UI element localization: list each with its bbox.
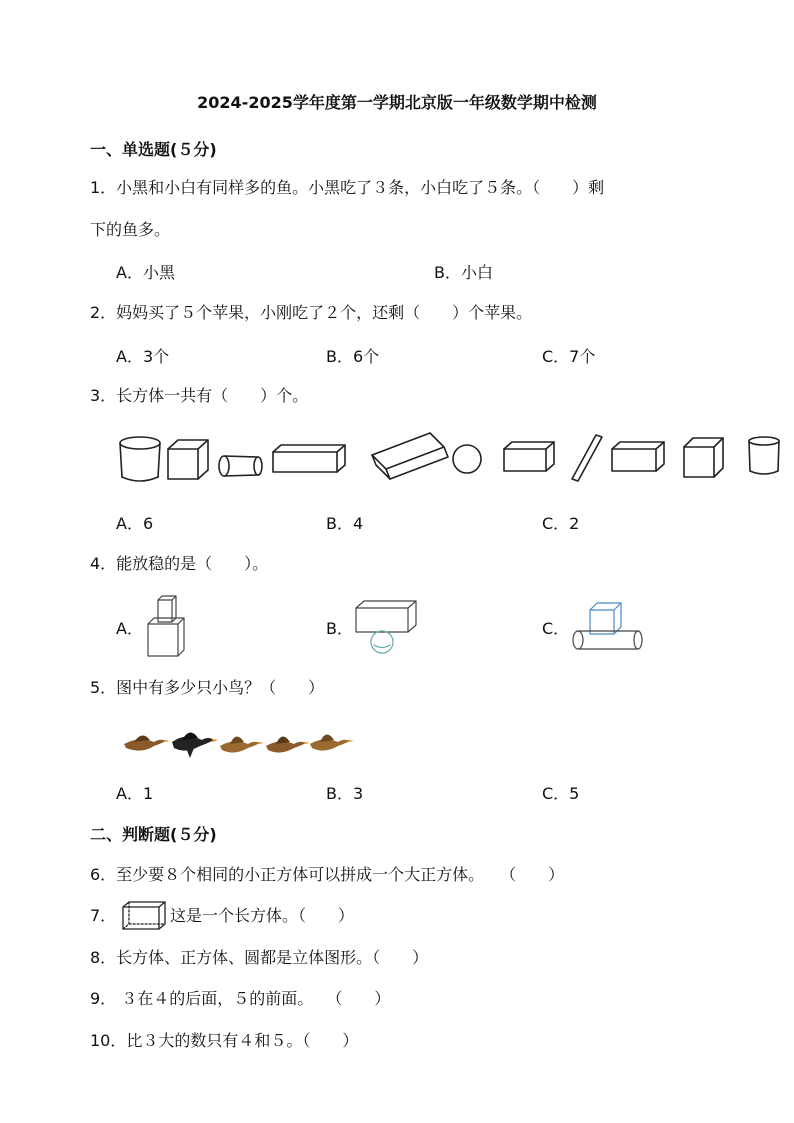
solid-shapes-figure <box>110 425 790 495</box>
question-7-number: 7． <box>90 906 117 925</box>
block-on-ball-figure-b <box>350 598 422 656</box>
cuboid-shape-1 <box>273 445 345 472</box>
short-cylinder-shape <box>749 437 779 474</box>
q5-option-c[interactable]: C．5 <box>542 784 580 803</box>
thin-cylinder-shape <box>572 435 602 481</box>
q4-option-a[interactable]: A． <box>116 619 143 638</box>
cuboid-shape-3 <box>612 442 664 471</box>
q3-option-b[interactable]: B．4 <box>326 514 364 533</box>
question-4: 4．能放稳的是（ ）。 <box>90 554 269 573</box>
bird-4 <box>266 736 310 752</box>
q3-option-a[interactable]: A．6 <box>116 514 154 533</box>
page-title: 2024-2025学年度第一学期北京版一年级数学期中检测 <box>197 93 597 112</box>
q4-option-b[interactable]: B． <box>326 619 353 638</box>
cube-shape-1 <box>168 440 208 479</box>
stacked-blocks-figure-a <box>142 594 192 660</box>
question-5: 5．图中有多少只小鸟？（ ） <box>90 678 325 697</box>
cuboid-figure-q7 <box>120 899 168 933</box>
q2-option-b[interactable]: B．6个 <box>326 347 380 366</box>
cube-on-cylinder-figure-c <box>570 598 646 656</box>
cylinder-shape <box>120 437 160 481</box>
q1-option-a[interactable]: A．小黑 <box>116 263 175 282</box>
question-7-text: 这是一个长方体。（ ） <box>170 906 355 925</box>
tilted-cuboid-shape <box>372 433 448 479</box>
q3-option-c[interactable]: C．2 <box>542 514 580 533</box>
question-10: 10．比３大的数只有４和５。（ ） <box>90 1031 359 1050</box>
bird-1 <box>124 735 170 750</box>
q2-option-a[interactable]: A．3个 <box>116 347 170 366</box>
question-1-line-2: 下的鱼多。 <box>90 220 171 239</box>
birds-figure <box>120 724 360 764</box>
sphere-shape <box>453 445 481 473</box>
q2-option-c[interactable]: C．7个 <box>542 347 596 366</box>
bird-2 <box>172 732 218 758</box>
section-heading-true-false: 二、判断题(５分) <box>90 825 217 844</box>
question-6: 6．至少要８个相同的小正方体可以拼成一个大正方体。 （ ） <box>90 865 565 884</box>
q5-option-a[interactable]: A．1 <box>116 784 154 803</box>
question-2: 2．妈妈买了５个苹果，小刚吃了２个，还剩（ ）个苹果。 <box>90 303 533 322</box>
question-3: 3．长方体一共有（ ）个。 <box>90 386 309 405</box>
question-8: 8．长方体、正方体、圆都是立体图形。（ ） <box>90 948 429 967</box>
question-9: 9． ３在４的后面，５的前面。 （ ） <box>90 989 391 1008</box>
section-heading-single-choice: 一、单选题(５分) <box>90 140 217 159</box>
cube-shape-2 <box>684 438 723 477</box>
q1-option-b[interactable]: B．小白 <box>434 263 493 282</box>
bird-5 <box>310 734 354 750</box>
small-cylinder-shape <box>219 456 262 476</box>
question-1-line-1: 1．小黑和小白有同样多的鱼。小黑吃了３条，小白吃了５条。（ ）剩 <box>90 178 605 197</box>
q4-option-c[interactable]: C． <box>542 619 570 638</box>
bird-3 <box>220 736 264 752</box>
cuboid-shape-2 <box>504 442 554 471</box>
q5-option-b[interactable]: B．3 <box>326 784 364 803</box>
